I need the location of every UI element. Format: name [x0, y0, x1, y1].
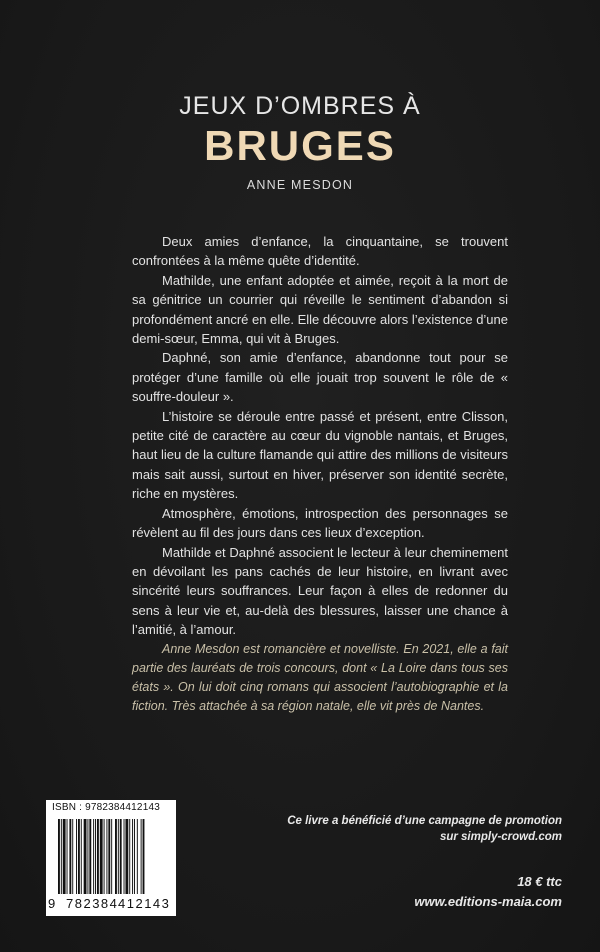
title-line-1: JEUX D’OMBRES À: [179, 92, 421, 120]
barcode-bar: [129, 819, 130, 894]
barcode-bar: [72, 819, 73, 894]
barcode-digits-right: 412143: [118, 896, 171, 911]
synopsis-paragraph: L’histoire se déroule entre passé et présent, entre Clisson, petite cité de caractère au cœur du vignoble nantais, et Bruges, haut lieu de la culture flamande qui attire des millions de visiteurs mais sait aussi, surtout en hiver, préserver son identité secrète, riche en mystères.: [132, 408, 508, 502]
barcode-bar: [124, 819, 125, 894]
barcode-bar: [97, 819, 99, 894]
promo-text: [262, 813, 562, 845]
barcode-bar: [69, 819, 71, 894]
barcode-bar: [61, 819, 62, 894]
barcode-bar: [100, 819, 103, 894]
synopsis-paragraph: Deux amies d’enfance, la cinquantaine, se trouvent confrontées à la même quête d’identité.: [132, 234, 508, 269]
synopsis-paragraph: Atmosphère, émotions, introspection des personnages se révèlent au fil des jours dans ces lieux d’exception.: [132, 505, 508, 541]
barcode-digits-left: 782384: [66, 896, 119, 911]
barcode-bar: [81, 819, 82, 894]
barcode-bar: [106, 819, 107, 894]
author-bio-text: Anne Mesdon est romancière et novelliste. En 2021, elle a fait partie des lauréats de trois concours, dont « La Loire dans tous ses états ». On lui doit cinq romans qui associent l’autobiographie et la fiction. Très attachée à sa région natale, elle vit près de Nantes.: [132, 642, 508, 713]
synopsis-paragraph: Mathilde et Daphné associent le lecteur à leur cheminement en dévoilant les pans cachés de leur histoire, en livrant avec sincérité leurs souffrances. Leur façon à elles de redonner du sens à leur vie et, au-delà des blessures, laisser une chance à l’amitié, à l’amour.: [132, 544, 508, 638]
promo-line-1: Ce livre a bénéficié d’une campagne de promotion: [287, 815, 562, 827]
barcode-bar: [108, 819, 110, 894]
barcode-bar: [137, 819, 138, 894]
synopsis: [132, 232, 508, 640]
barcode-bar: [141, 819, 142, 894]
barcode-bars: [58, 819, 170, 894]
barcode-bar: [78, 819, 80, 894]
isbn-label: ISBN : 9782384412143: [52, 802, 160, 813]
price: 18 € ttc: [517, 874, 562, 889]
barcode-digit-first: 9: [48, 896, 56, 911]
barcode-bar: [120, 819, 122, 894]
barcode-bar: [125, 819, 128, 894]
barcode-bar: [63, 819, 66, 894]
barcode-bar: [132, 819, 133, 894]
barcode: [46, 800, 176, 916]
synopsis-paragraph: Mathilde, une enfant adoptée et aimée, reçoit à la mort de sa génitrice un courrier qui réveille le sentiment d’abandon si profondément ancré en elle. Elle découvre alors l’existence d’une demi-sœur, Emma, qui vit à Bruges.: [132, 272, 508, 347]
synopsis-paragraph: Daphné, son amie d’enfance, abandonne tout pour se protéger d’une famille où elle jouait trop souvent le rôle de « souffre-douleur ».: [132, 350, 508, 405]
barcode-bar: [104, 819, 105, 894]
promo-line-2: sur simply-crowd.com: [439, 831, 562, 843]
barcode-bar: [84, 819, 87, 894]
publisher-url[interactable]: www.editions-maia.com: [414, 894, 562, 909]
barcode-bar: [143, 819, 145, 894]
author-bio: [132, 640, 508, 716]
barcode-bar: [67, 819, 68, 894]
barcode-bar: [118, 819, 119, 894]
barcode-bar: [115, 819, 117, 894]
barcode-digits: [46, 896, 176, 914]
author-name: ANNE MESDON: [246, 178, 354, 192]
barcode-bar: [87, 819, 88, 894]
barcode-bar: [134, 819, 135, 894]
barcode-bar: [111, 819, 112, 894]
barcode-bar: [58, 819, 60, 894]
barcode-bar: [76, 819, 77, 894]
barcode-bar: [89, 819, 91, 894]
barcode-bar: [95, 819, 96, 894]
barcode-bar: [93, 819, 94, 894]
title-line-2: BRUGES: [204, 122, 396, 169]
